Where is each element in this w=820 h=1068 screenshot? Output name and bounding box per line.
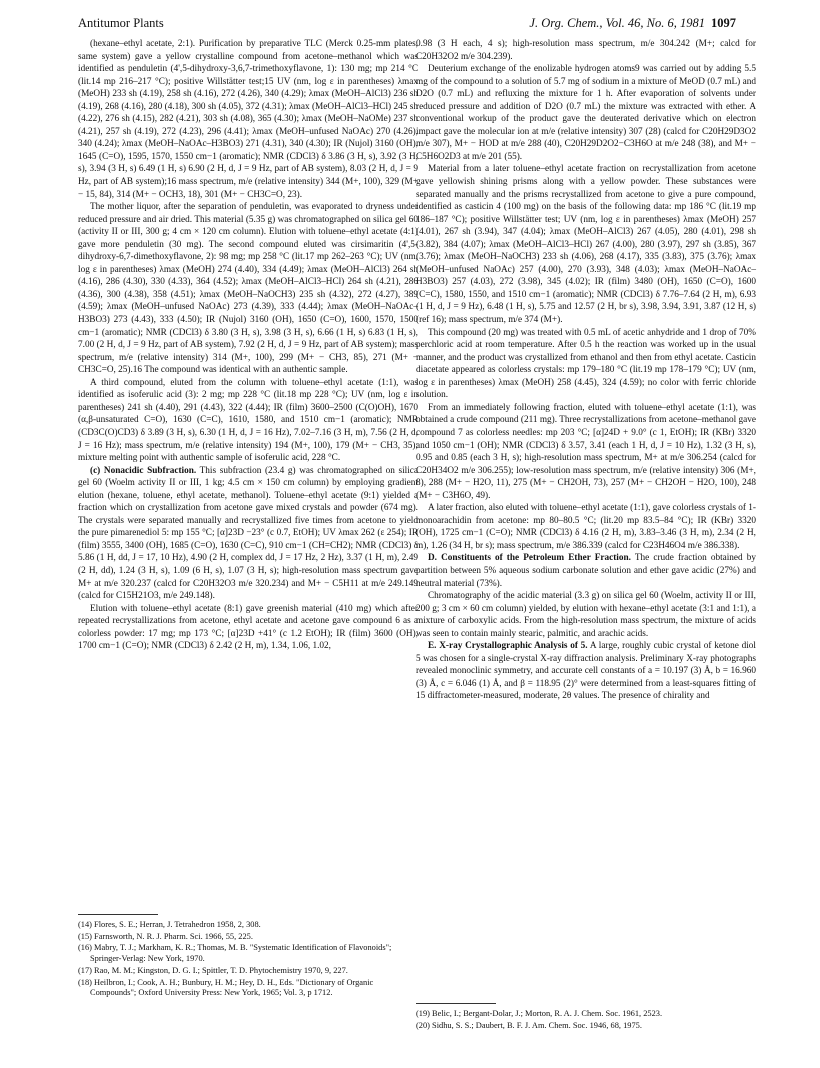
right-column xyxy=(416,38,756,703)
section-heading: D. Constituents of the Petroleum Ether Fraction. xyxy=(428,553,631,564)
left-column-paragraph xyxy=(78,465,418,603)
left-column-paragraph: The mother liquor, after the separation of penduletin, was evaporated to dryness under reduced pressure and air dried. This material (5.35 g) was chromatographed on silica gel 60 (activity II or III, 300 g; 4 cm × 120 cm column). Elution with toluene–ethyl acetate (4:1) gave more penduletin (30 mg). The second compound eluted was cirsimaritin (4',5-dihydroxy-6,7-dimethoxyflavone, 2): 98 mg; mp 258 °C (lit.17 mp 262–263 °C); UV (nm, log ε in parentheses) λmax (MeOH) 274 (4.40), 334 (4.49); λmax (MeOH–AlCl3) 264 sh (4.16), 286 (4.30), 330 (4.33), 364 (4.52); λmax (MeOH–AlCl3–HCl) 264 sh (4.21), 286 (4.36), 300 (4.38), 358 (4.51); λmax (MeOH–NaOCH3) 235 sh (4.32), 272 (4.27), 389 (4.59); λmax (MeOH–unfused NaOAc) 273 (4.39), 333 (4.44); λmax (MeOH–NaOAc–H3BO3) 273 (4.43), 333 (4.50); IR (Nujol) 3160 (OH), 1650 (C=O), 1600, 1570, 1500 cm−1 (aromatic); NMR (CDCl3) δ 3.80 (3 H, s), 3.98 (3 H, s), 6.66 (1 H, s) 6.83 (1 H, s), 7.00 (2 H, d, J = 9 Hz, part of AB system), 7.92 (2 H, d, J = 9 Hz, part of AB system); mass spectrum, m/e (relative intensity) 314 (M+, 100), 299 (M+ − CH3, 85), 271 (M+ − CH3C=O, 25).16 The compound was identical with an authentic sample. xyxy=(78,202,418,376)
right-column-paragraph: A later fraction, also eluted with toluene–ethyl acetate (1:1), gave colorless crystals of 1-monoarachidin from acetone: mp 80–80.5 °C; (lit.20 mp 83.5–84 °C); IR (KBr) 3320 (OH), 1725 cm−1 (C=O); NMR (CDCl3) δ 4.16 (2 H, m), 3.83–3.46 (3 H, m), 2.34 (2 H, m), 1.26 (34 H, br s); mass spectrum, m/e 386.339 (calcd for C23H46O4 m/e 386.338). xyxy=(416,503,757,551)
running-head-journal xyxy=(529,16,736,31)
left-column-paragraph: A third compound, eluted from the column with toluene–ethyl acetate (1:1), was identified as isoferulic acid (3): 2 mg; mp 228 °C (lit.18 mp 228 °C); UV (nm, log ε in parentheses) 241 sh (4.40), 291 (4.43), 322 (4.44); IR (film) 3600–2500 (C(O)OH), 1670 (α,β-unsaturated C=O), 1630 (C=C), 1610, 1580, and 1510 cm−1 (aromatic); NMR (CD3C(O)CD3) δ 3.89 (3 H, s), 6.30 (1 H, d, J = 16 Hz), 7.02–7.16 (3 H, m), 7.56 (2 H, d, J = 16 Hz); mass spectrum, m/e (relative intensity) 194 (M+, 100), 179 (M+ − CH3, 35); mixture melting point with authentic sample of isoferulic acid, 228 °C. xyxy=(78,377,418,464)
paragraph-text: A large, roughly cubic crystal of ketone diol 5 was chosen for a single-crystal X-ray diffraction analysis. Preliminary X-ray photographs revealed monoclinic symmetry, and accurate cell constants of a = 10.197 (3) Å, b = 16.960 (3) Å, c = 6.046 (1) Å, and β = 118.95 (2)° were determined from a least-squares fitting of 15 diffractometer-measured, moderate, 2θ values. The presence of chirality and xyxy=(416,641,756,702)
footnote: (16) Mabry, T. J.; Markham, K. R.; Thomas, M. B. "Systematic Identification of Flavonoids"; Springer-Verlag: New York, 1970. xyxy=(78,943,392,964)
left-footnote-rule xyxy=(78,914,158,915)
footnote: (18) Heilbron, I.; Cook, A. H.; Bunbury, H. M.; Hey, D. H., Eds. "Dictionary of Organic Compounds"; Oxford University Press: New York, 1965; Vol. 3, p 1712. xyxy=(78,977,374,998)
left-column-paragraph: Elution with toluene–ethyl acetate (8:1) gave greenish material (410 mg) which after repeated recrystallizations from acetone, ethyl acetate and acetone gave compound 6 as a colorless powder: 17 mg; mp 173 °C; [α]23D +41° (c 1.2 EtOH); IR (film) 3600 (OH), 1700 cm−1 (C=O); NMR (CDCl3) δ 2.42 (2 H, m), 1.34, 1.06, 1.02, xyxy=(78,603,418,652)
right-footnote-rule xyxy=(416,1003,496,1004)
section-heading: E. X-ray Crystallographic Analysis of 5. xyxy=(428,641,588,652)
right-column-paragraph xyxy=(416,640,756,703)
journal-citation: J. Org. Chem., Vol. 46, No. 6, 1981 xyxy=(529,16,705,30)
paragraph-text: This subfraction (23.4 g) was chromatographed on silica gel 60 (Woelm activity II or III, 1 kg; 4.5 cm × 150 cm column) by employing gradient elution (hexane, toluene, ethyl acetate, methanol). Toluene–ethyl acetate (9:1) yielded a fraction which on crystallization from acetone gave mixed crystals and powder (674 mg). The crystals were separated manually and recrystallized five times from acetone to yield the pure pimarenediol 5: mp 155 °C; [α]23D −23° (c 0.7, EtOH); UV λmax 262 (ε 254); IR (film) 3555, 3400 (OH), 1685 (C=O), 1630 (C=C), 910 cm−1 (CH=CH2); NMR (CDCl3) δ 5.86 (1 H, dd, J = 17, 10 Hz), 4.90 (2 H, complex dd, J = 17 Hz, 2 Hz), 3.37 (1 H, m), 2.49 (2 H, dd), 1.24 (3 H, s), 1.09 (6 H, s), 1.07 (3 H, s); high-resolution mass spectrum gave M+ at m/e 320.237 (calcd for C20H32O3 m/e 320.234) and M+ − C5H11 at m/e 249.149 (calcd for C15H21O3, m/e 249.148). xyxy=(78,465,418,602)
right-column-paragraph: This compound (20 mg) was treated with 0.5 mL of acetic anhydride and 1 drop of 70% perchloric acid at room temperature. After 0.5 h the reaction was worked up in the usual manner, and the product was crystallized from ethanol and then from ethyl acetate. Casticin diacetate appeared as colorless crystals: mp 179–180 °C (lit.19 mp 178–179 °C); UV (nm, log ε in parentheses) λmax (MeOH) 258 (4.45), 324 (4.59); no color with ferric chloride solution. xyxy=(416,327,756,401)
right-column-paragraph: Chromatography of the acidic material (3.3 g) on silica gel 60 (Woelm, activity II or III, 200 g; 3 cm × 60 cm column) yielded, by elution with hexane–ethyl acetate (3:1 and 1:1), a mixture of carboxylic acids. From the high-resolution mass spectrum, the mixture of acids was seen to contain mainly stearic, palmitic, and arachic acids. xyxy=(416,591,756,639)
right-column-paragraph xyxy=(416,38,756,63)
paragraph-text: The crude fraction obtained by partition between 5% aqueous sodium carbonate solution and ether gave acidic (27%) and neutral material (73%). xyxy=(416,553,756,589)
right-footnotes xyxy=(416,1009,756,1032)
running-head-title: Antitumor Plants xyxy=(78,16,164,30)
right-column-paragraph: Material from a later toluene–ethyl acetate fraction on recrystallization from acetone gave yellowish shining prisms along with a yellow powder. These substances were separated manually and the prisms recrystallized from acetone to give a pure compound, identified as casticin 4 (100 mg) on the basis of the following data: mp 186 °C (lit.19 mp 186–187 °C); positive Willstätter test; UV (nm, log ε in parentheses) λmax (MeOH) 257 (4.01), 267 sh (3.94), 347 (4.04); λmax (MeOH–AlCl3) 267 (4.05), 280 (4.01), 298 sh (3.82), 384 (4.07); λmax (MeOH–AlCl3–HCl) 267 (4.00), 280 (3.97), 297 sh (3.85), 367 (3.76); λmax (MeOH–NaOCH3) 233 sh (4.06), 268 (4.17), 335 (3.83), 375 (3.76); λmax (MeOH–unfused NaOAc) 257 (4.00), 270 (3.93), 348 (4.03); λmax (MeOH–NaOAc–H3BO3) 257 (4.03), 272 (3.98), 345 (4.02); IR (film) 3480 (OH), 1650 (C=O), 1600 (C=C), 1580, 1550, and 1510 cm−1 (aromatic); NMR (CDCl3) δ 7.76–7.64 (2 H, m), 6.93 (1 H, d, J = 9 Hz), 6.48 (1 H, s), 5.75 and 12.57 (2 H, br s), 3.98, 3.94, 3.91, 3.87 (12 H, s) (ref 16); mass spectrum, m/e 374 (M+). xyxy=(416,164,756,326)
left-column xyxy=(78,38,418,653)
footnote: (20) Sidhu, S. S.; Daubert, B. F. J. Am. Chem. Soc. 1946, 68, 1975. xyxy=(416,1020,642,1030)
left-column-paragraph: (hexane–ethyl acetate, 2:1). Purification by preparative TLC (Merck 0.25-mm plates, same system) gave a yellow crystalline compound from acetone–methanol which was identified as penduletin (4',5-dihydroxy-3,6,7-trimethoxyflavone, 1): 130 mg; mp 214 °C (lit.14 mp 216–217 °C); positive Willstätter test;15 UV (nm, log ε in parentheses) λmax (MeOH) 233 sh (4.19), 258 sh (4.16), 272 (4.26), 340 (4.29); λmax (MeOH–AlCl3) 236 sh (4.19), 268 (4.16), 280 (4.18), 300 sh (4.05), 372 (4.31); λmax (MeOH–AlCl3–HCl) 245 sh (4.22), 276 sh (4.15), 282 (4.21), 303 sh (4.08), 365 (4.30); λmax (MeOH–NaOMe) 237 sh (4.21), 257 sh (4.19), 272 (4.23), 296 (4.41); λmax (MeOH–unfused NaOAc) 270 (4.26), 340 (4.24); λmax (MeOH–NaOAc–H3BO3) 271 (4.31), 340 (4.30); IR (Nujol) 3160 (OH), 1645 (C=O), 1595, 1570, 1550 cm−1 (aromatic); NMR (CDCl3) δ 3.86 (3 H, s), 3.92 (3 H, s), 3.94 (3 H, s) 6.49 (1 H, s) 6.90 (2 H, d, J = 9 Hz, part of AB system), 8.03 (2 H, d, J = 9 Hz, part of AB system);16 mass spectrum, m/e (relative intensity) 344 (M+, 100), 329 (M+ − 15, 84), 314 (M+ − OCH3, 18), 301 (M+ − CH3C=O, 23). xyxy=(78,39,418,200)
paragraph-text: 0.98 (3 H each, 4 s); high-resolution mass spectrum, m/e 304.242 (M+; calcd for C20H32O2 m/e 304.239). xyxy=(416,39,756,62)
right-column-paragraph xyxy=(416,552,756,590)
page-number: 1097 xyxy=(711,16,736,30)
footnote: (14) Flores, S. E.; Herran, J. Tetrahedron 1958, 2, 308. xyxy=(78,920,261,929)
footnote: (15) Farnsworth, N. R. J. Pharm. Sci. 1966, 55, 225. xyxy=(78,931,253,941)
right-column-paragraph: From an immediately following fraction, eluted with toluene–ethyl acetate (1:1), was obtained a crude compound (211 mg). Three recrystallizations from acetone–methanol gave compound 7 as colorless needles: mp 203 °C; [α]24D + 9.0° (c 1, EtOH); IR (KBr) 3320 and 1050 cm−1 (OH); NMR (CDCl3) δ 3.57, 3.41 (each 1 H, d, J = 10 Hz), 1.32 (3 H, s), 0.95 and 0.85 (each 3 H, s); high-resolution mass spectrum, M+ at m/e 306.254 (calcd for C20H34O2 m/e 306.255); low-resolution mass spectrum, m/e (relative intensity) 306 (M+, 8), 288 (M+ − H2O, 11), 275 (M+ − CH2OH, 73), 257 (M+ − CH2OH − H2O, 100), 248 (M+ − C3H6O, 49). xyxy=(416,402,756,501)
left-footnotes xyxy=(78,920,418,1000)
section-heading: (c) Nonacidic Subfraction. xyxy=(90,465,197,476)
right-column-paragraph: Deuterium exchange of the enolizable hydrogen atoms9 was carried out by adding 5.5 mg of the compound to a solution of 5.7 mg of sodium in a mixture of MeOD (0.7 mL) and D2O (0.7 mL) and refluxing the mixture for 1 h. After evaporation of solvents under reduced pressure and addition of D2O (0.7 mL) the mixture was extracted with ether. A conventional workup of the product gave the deuterated derivative which on electron impact gave the molecular ion at m/e (relative intensity) 307 (28) (calcd for C20H29D3O2 m/e 307), M+ − HOD at m/e 288 (40), C20H29D2O2−C3H6O at m/e 248 (38), and M+ − C5H6O2D3 at m/e 201 (55). xyxy=(416,64,756,162)
footnote: (19) Belic, I.; Bergant-Dolar, J.; Morton, R. A. J. Chem. Soc. 1961, 2523. xyxy=(416,1009,663,1018)
footnote: (17) Rao, M. M.; Kingston, D. G. I.; Spittler, T. D. Phytochemistry 1970, 9, 227. xyxy=(78,965,348,975)
